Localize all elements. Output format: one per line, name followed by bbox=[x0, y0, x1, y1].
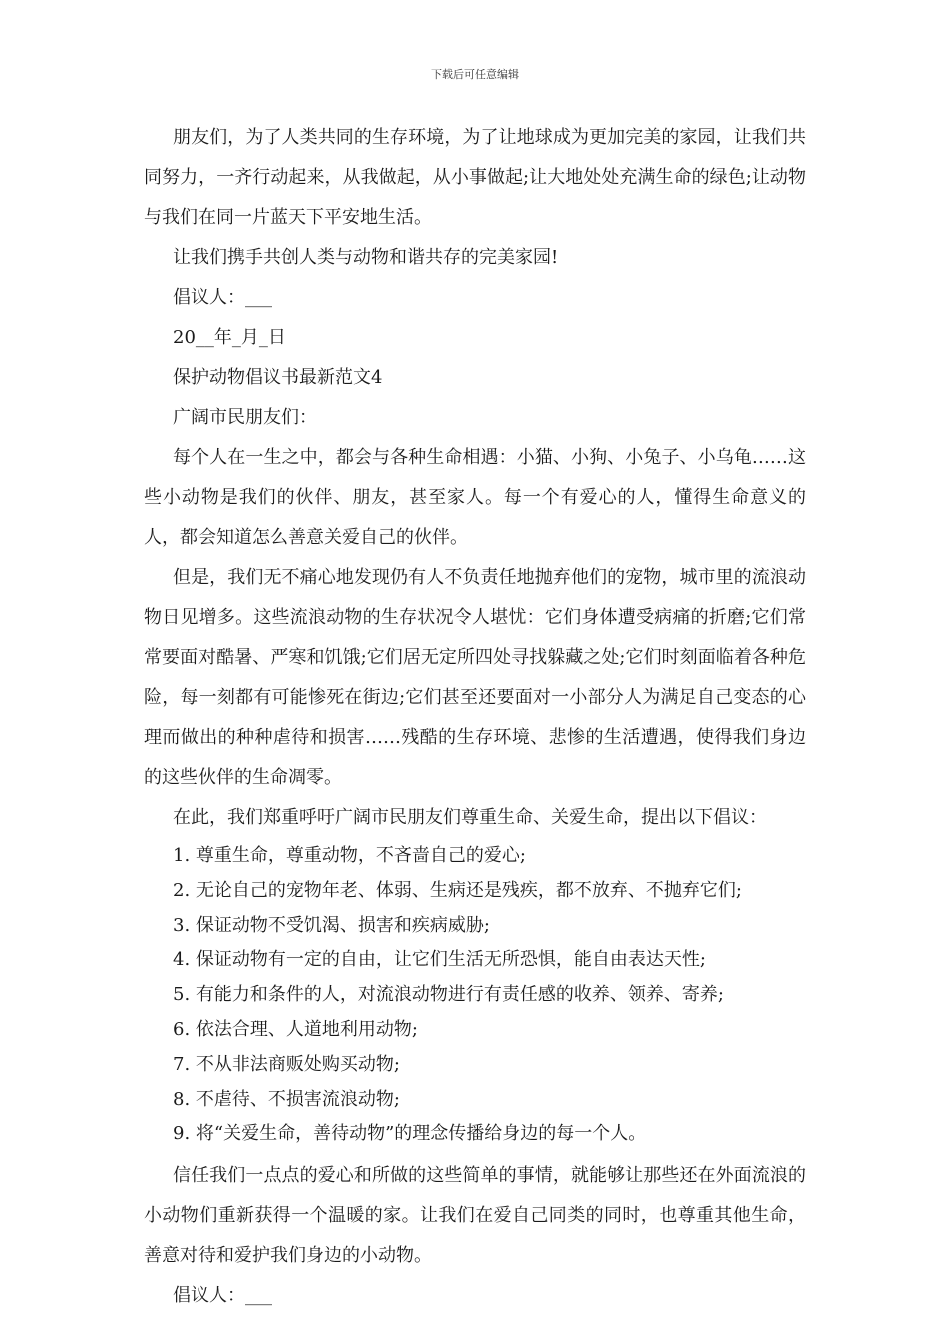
paragraph-encounters: 每个人在一生之中，都会与各种生命相遇：小猫、小狗、小兔子、小乌龟……这些小动物是我们的伙伴、朋友，甚至家人。每一个有爱心的人，懂得生命意义的人，都会知道怎么善意关爱自己的伙伴。 bbox=[144, 447, 806, 548]
list-item: 9. 将“关爱生命，善待动物”的理念传播给身边的每一个人。 bbox=[173, 1123, 647, 1145]
paragraph-closing: 信任我们一点点的爱心和所做的这些简单的事情，就能够让那些还在外面流浪的小动物们重新获得一个温暖的家。让我们在爱自己同类的同时，也尊重其他生命，善意对待和爱护我们身边的小动物。 bbox=[144, 1165, 806, 1267]
list-item: 6. 依法合理、人道地利用动物; bbox=[173, 1018, 418, 1040]
list-item: 5. 有能力和条件的人，对流浪动物进行有责任感的收养、领养、寄养; bbox=[173, 984, 724, 1006]
page-header: 下载后可任意编辑 bbox=[431, 68, 519, 81]
initiator-line: 倡议人：___ bbox=[173, 287, 272, 308]
list-item: 7. 不从非法商贩处购买动物; bbox=[173, 1053, 400, 1075]
list-item: 4. 保证动物有一定的自由，让它们生活无所恐惧，能自由表达天性; bbox=[173, 949, 706, 971]
paragraph-proposal-intro: 在此，我们郑重呼吁广阔市民朋友们尊重生命、关爱生命，提出以下倡议： bbox=[173, 807, 767, 828]
proposal-list bbox=[144, 839, 806, 1152]
list-item: 1. 尊重生命，尊重动物，不吝啬自己的爱心; bbox=[173, 845, 526, 866]
paragraph-stray-animals: 但是，我们无不痛心地发现仍有人不负责任地抛弃他们的宠物，城市里的流浪动物日见增多。这些流浪动物的生存状况令人堪忧：它们身体遭受病痛的折磨;它们常常要面对酷暑、严寒和饥饿;它们居无定所四处寻找躲藏之处;它们时刻面临着各种危险，每一刻都有可能惨死在街边;它们甚至还要面对一小部分人为满足自己变态的心理而做出的种种虐待和损害……残酷的生存环境、悲惨的生活遭遇，使得我们身边的这些伙伴的生命凋零。 bbox=[144, 567, 806, 788]
date-line: 20__年_月_日 bbox=[173, 327, 286, 348]
initiator-line: 倡议人：___ bbox=[173, 1285, 272, 1307]
list-item: 3. 保证动物不受饥渴、损害和疾病威胁; bbox=[173, 914, 490, 936]
paragraph-call-to-action: 朋友们，为了人类共同的生存环境，为了让地球成为更加完美的家园，让我们共同努力，一齐行动起来，从我做起，从小事做起;让大地处处充满生命的绿色;让动物与我们在同一片蓝天下平安地生活。 bbox=[144, 127, 806, 228]
salutation: 广阔市民朋友们： bbox=[173, 407, 317, 428]
list-item: 8. 不虐待、不损害流浪动物; bbox=[173, 1088, 400, 1110]
document-title: 保护动物倡议书最新范文4 bbox=[173, 367, 383, 388]
paragraph-harmony: 让我们携手共创人类与动物和谐共存的完美家园! bbox=[173, 247, 559, 268]
list-item: 2. 无论自己的宠物年老、体弱、生病还是残疾，都不放弃、不抛弃它们; bbox=[173, 879, 742, 901]
document-body bbox=[144, 118, 806, 1316]
